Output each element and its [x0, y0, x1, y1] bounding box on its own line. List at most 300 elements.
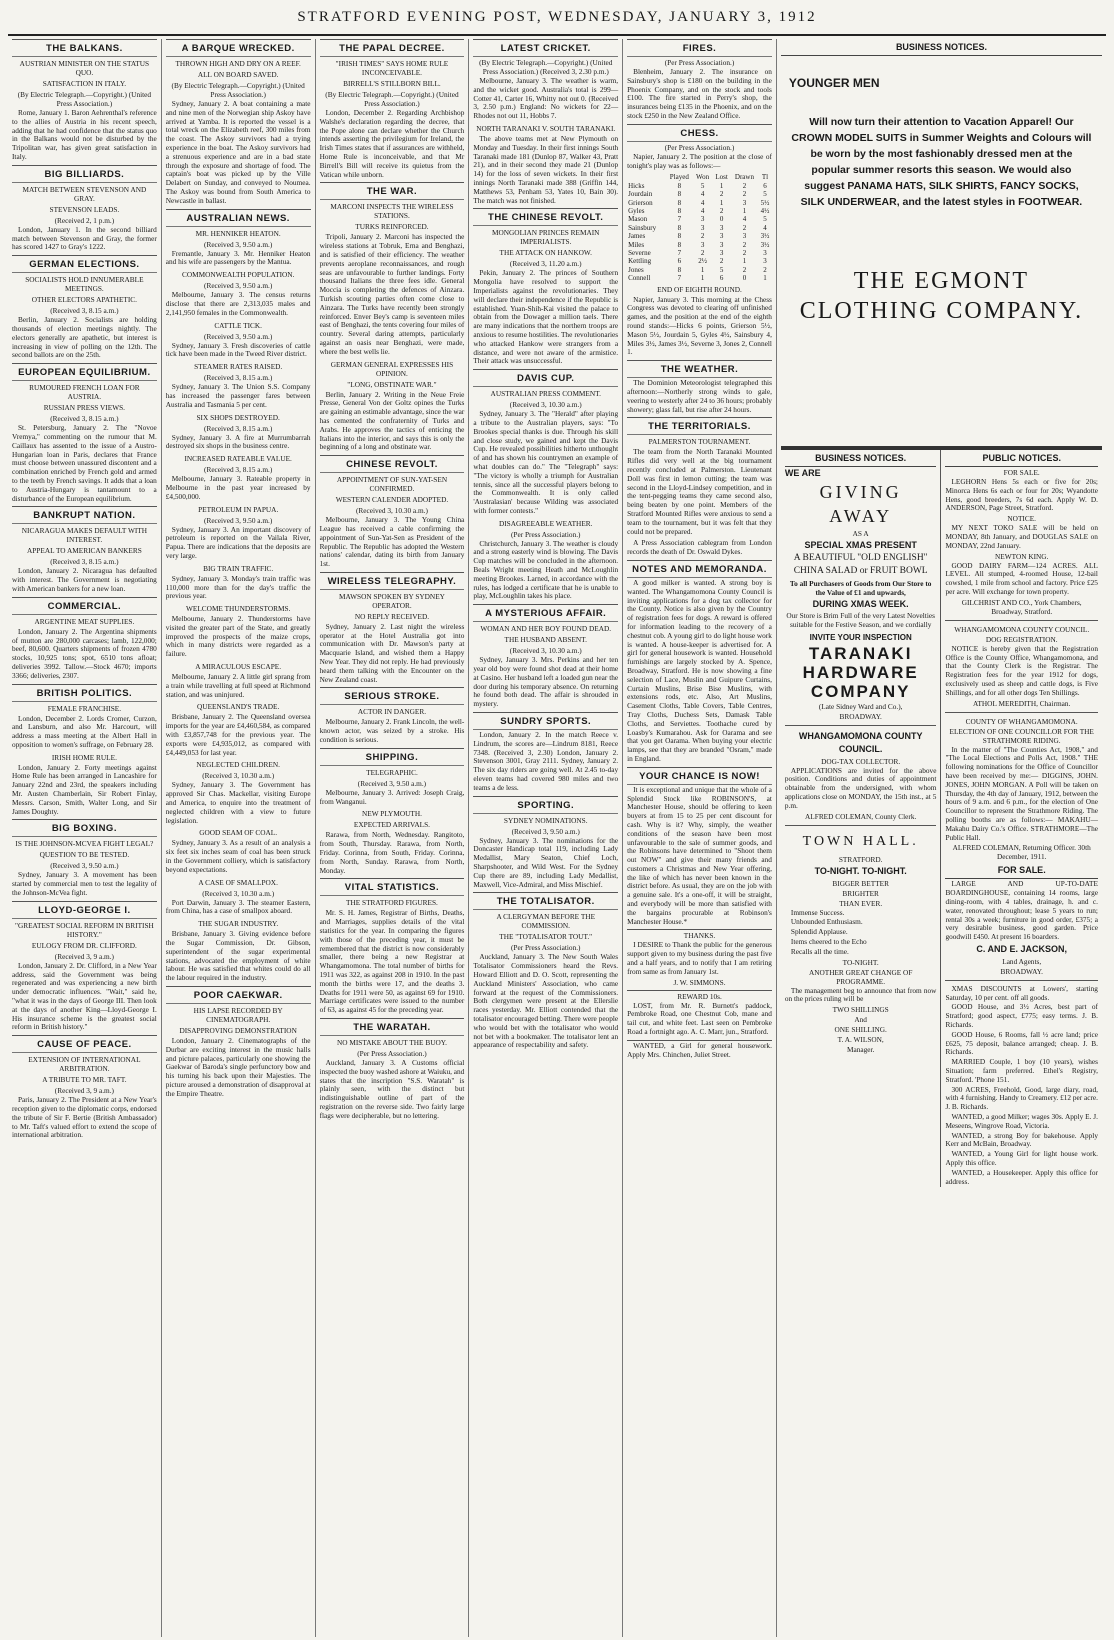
article-body: Blenheim, January 2. The insurance on Sainsbury's shop is £180 on the building in the Phoenix Company, and on the stock and tools £100. The fire started in Perry's shop, the insurances being £135 in the Phoenix, and on the stock £250 in the New Zealand Office.	[627, 67, 772, 120]
article-headline: LATEST CRICKET.	[473, 40, 618, 57]
chess-cell: 4	[700, 198, 705, 207]
article-body: Mr. S. H. James, Registrar of Births, Deaths, and Marriages, supplies details of the vital statistics for the year. In comparing the figures with those of the preceding year, it must be remembered that the district is now considerably smaller, there being a new Registrar at Whangamomona. The total number of births for 1911 was 322, as against 208 in 1910. In the past month the births were 17, and the deaths 3. Deaths for 1911 were 50, as against 69 for 1910. Marriage certificates were issued to the number of 63, as against 45 for the preceding year.	[319, 908, 465, 1015]
article-subheading: A CASE OF SMALLPOX.	[198, 877, 278, 887]
article	[320, 748, 465, 807]
article	[12, 753, 157, 817]
article-subheading: A TRIBUTE TO MR. TAFT.	[42, 1075, 127, 1085]
article-subheading: STEAMER RATES RAISED.	[194, 362, 283, 372]
column-2	[162, 39, 316, 1637]
article-body: Rome, January 1. Baron Aehrenthal's reference to the allies of Austria in his recent speech, adding that he had confidence that the status quo in the Balkans would not be disturbed by the Tripolitan war, has given great satisfaction in Italy.	[12, 108, 157, 161]
article-subheading: GERMAN GENERAL EXPRESSES HIS OPINION.	[330, 359, 454, 378]
article-source: (Received 3, 9.50 a.m.)	[357, 778, 427, 788]
article	[166, 919, 311, 983]
whanga-dogtax-header: WHANGAMOMONA COUNTY COUNCIL.	[798, 730, 923, 754]
article-body: Tripoli, January 2. Marconi has inspected the wireless stations at Tobruk, Erna and Benghazi, and is satisfied of their efficiency. The weather prevents aeroplane reconnaissances, and rough seas are unfavourable to further landings. Forty thousand Italians the three fees idle. General Moccia is completing the defences of Ainzara. Turkish scouting parties often come close to Ainzara. The Turks have recently been strongly reinforced. Enver Bey's camp is seventeen miles east of Benghazi, the tents covering four miles of country. Several daring attempts, particularly against an oasis near Benghazi, were made, where the best wells lie.	[319, 232, 465, 356]
chess-cell: 2	[719, 257, 724, 266]
reward-title: REWARD 10s.	[677, 991, 722, 1001]
article-body: Sydney, January 3. Mrs. Perkins and her ten year old boy were found shot dead at their home at Casino. Her husband left a loaded gun near the door during his temporary absence. On returning he found both dead. The affair is shrouded in mystery.	[473, 655, 619, 709]
chess-row	[627, 224, 772, 232]
egmont-ad-text: Will now turn their attention to Vacation Apparel! Our CROWN MODEL SUITS in Summer Weights and Colours will be worn by the most fashionably dressed men at the popular summer resorts this season. We would also suggest PANAMA HATS, SILK SHIRTS, FANCY SOCKS, SILK UNDERWEAR, and the latest styles in FOOTWEAR.	[791, 116, 1092, 208]
article-subheading: END OF EIGHTH ROUND.	[657, 284, 742, 294]
chess-cell: 4½	[760, 207, 770, 215]
article	[320, 809, 465, 875]
article	[12, 39, 157, 162]
article-source: (Received 3, 8.15 a.m.)	[50, 306, 119, 316]
article-body: Melbourne, January 2. Frank Lincoln, the well-known actor, was seized by a stroke. His condition is serious.	[319, 717, 465, 745]
article-subheading: OTHER ELECTORS APATHETIC.	[31, 295, 137, 305]
chess-cell: Miles	[628, 240, 645, 249]
pn-toko-sig: NEWTON KING.	[995, 551, 1049, 561]
wanted-girl-text: WANTED, a Girl for general housework. Apply Mrs. Chinchen, Juliet Street.	[627, 1040, 772, 1059]
chess-cell: 2	[742, 223, 747, 232]
chess-cell: 6	[677, 257, 682, 266]
chess-cell: 1	[742, 257, 747, 266]
column-3	[316, 39, 470, 1637]
chess-cell: 5	[719, 265, 724, 274]
article	[473, 39, 618, 121]
chess-cell: 0	[742, 274, 747, 283]
town-hall-sig: T. A. WILSON,	[837, 1035, 884, 1045]
article	[627, 360, 772, 414]
article-subheading: PETROLEUM IN PAPUA.	[198, 504, 279, 514]
article-headline: THE TERRITORIALS.	[627, 418, 772, 435]
pn-forsale: FOR SALE.	[1003, 468, 1040, 477]
taranaki-hardware-name: TARANAKI HARDWARE COMPANY	[802, 643, 919, 701]
article-source: (Received 3, 9.50 a.m.)	[204, 331, 273, 341]
article-source: (Per Press Association.)	[664, 142, 735, 152]
fs-boy: WANTED, a strong Boy for bakehouse. Apply Kerr and McBain, Broadway.	[945, 1130, 1098, 1149]
article-body: Melbourne, January 3. Arrived: Joseph Craig, from Wanganui.	[319, 787, 465, 806]
article	[12, 363, 157, 503]
article-source: (Received 3, 11.20 a.m.)	[509, 259, 582, 269]
chess-cell: 3	[742, 198, 747, 207]
thanks-title: THANKS.	[683, 931, 716, 941]
article-subheading: RUSSIAN PRESS VIEWS.	[43, 403, 125, 413]
article-subheading: NEW PLYMOUTH.	[361, 809, 422, 819]
article-headline: BANKRUPT NATION.	[12, 507, 157, 524]
article-body: London, January 2. The Argentina shipments of mutton are 280,000 carcases; lamb, 122,000; beef, 80,600. Quarters shipments of frozen 4780 stocks, 10,925 tons; spot, 6510 tons afloat; deliveries 3992. Tallow.—Stock 4670; imports 3366; deliveries, 2307.	[12, 626, 157, 680]
chess-cell: 3½	[760, 232, 770, 241]
article	[166, 209, 311, 268]
article	[473, 208, 618, 366]
article-body: Melbourne, January 3. The census returns disclose that there are 2,313,035 males and 2,141,950 females in the Commonwealth.	[165, 290, 311, 317]
article-body: Rarawa, from North, Wednesday. Rangitoto, from South, Thursday. Rarawa, from North, Friday. Corinna, from South, Friday. Corinna, from North, Sunday. Rarawa, from North, Monday.	[319, 830, 465, 875]
article	[320, 455, 465, 569]
egmont-company-name: THE EGMONT CLOTHING COMPANY.	[799, 268, 1084, 324]
fs-married: MARRIED Couple, 1 boy (10 years), wishes Situation; farm preferred. Ethel's Registry, Stratford. 'Phone 151.	[945, 1057, 1098, 1084]
article-source: (By Electric Telegraph.—Copyright.) (United Press Association.)	[325, 90, 459, 108]
chess-row	[627, 207, 772, 215]
article-source: (Received 3, 8.15 a.m.)	[50, 557, 119, 567]
chess-cell: 2½	[698, 257, 707, 266]
chess-cell: 3	[719, 223, 724, 232]
article-source: (Received 3, 10.30 a.m.)	[202, 771, 275, 781]
article	[320, 572, 465, 685]
article-subheading: BIRRELL'S STILLBORN BILL.	[343, 79, 441, 88]
article-body: St. Petersburg, January 2. The "Novoe Vremya," commenting on the rumour that M. Caillaux has assented to the issue of a Austro-Hungarian loan in Paris, declares that France must choose between unassured discontent and a combination enriched by French gold and armed to the teeth by French savings. It adds that a loan to Austria-Hungary is tantamount to a disturbance of the European equilibrium.	[12, 423, 157, 503]
article	[12, 506, 157, 593]
pn-dairy-sig: GILCHRIST AND CO., York Chambers, Broadway, Stratford.	[961, 597, 1082, 616]
public-notices-header: PUBLIC NOTICES.	[945, 450, 1098, 467]
article-body: London, December 2. Lords Cromer, Curzon, and Lansburn, and also Mr. Harcourt, will address a mass meeting at the Albert Hall in opposition to women's suffrage, on February 28.	[12, 713, 157, 749]
chess-cell: 4	[763, 223, 767, 232]
article-body: Melbourne, January 2. A little girl sprang from a train while travelling at full speed at Richmond station, and was uninjured.	[165, 672, 311, 699]
chess-cell: 3	[763, 249, 767, 258]
chess-cell: 5	[763, 190, 767, 199]
broadway-text: BROADWAY.	[839, 711, 882, 721]
article-subheading: SATISFACTION IN ITALY.	[42, 79, 127, 88]
article-body: Pekin, January 2. The princes of Southern Mongolia have resolved to support the Imperialists against the revolutionaries. They will declare their independence if the Republic is established. Yuan-Shih-Kai visited the palace to obtain from the Dowager a million taels. There are many indications that the northern troops are anxious to resume hostilities. The revolutionaries who attacked Hankow were strangers from a distance, and were not aware of the armistice. Their attack was unsuccessful.	[473, 268, 619, 366]
town-hall-applause: Splendid Applause.	[790, 927, 848, 937]
whanga-dogtax-body: APPLICATIONS are invited for the above position. Conditions and duties of appointment obtainable from the undersigned, with whom applications close on MONDAY, the 15th inst., at 5 p.m.	[784, 765, 937, 810]
article-subheading: COMMONWEALTH POPULATION.	[181, 270, 295, 280]
article-headline: SPORTING.	[473, 797, 618, 814]
article-subheading: IS THE JOHNSON-MCVEA FIGHT LEGAL?	[15, 839, 154, 849]
your-chance-ad	[627, 767, 772, 927]
chess-cell: 2	[700, 249, 705, 258]
fs-sig2: Land Agents,	[1002, 956, 1042, 966]
article-headline: CHINESE REVOLT.	[320, 456, 465, 473]
article	[166, 270, 311, 317]
article-body: Melbourne, January 2. Thunderstorms have visited the greater part of the State, and greatly improved the prospects of the maize crops, which in many districts were regarded as a failure.	[165, 614, 311, 659]
article-headline: THE WARATAH.	[320, 1019, 465, 1036]
chess-cell: 3	[742, 232, 747, 241]
chess-row	[627, 232, 772, 240]
town-hall-than: THAN EVER.	[839, 898, 883, 908]
article-subheading: QUESTION TO BE TESTED.	[39, 850, 130, 860]
article-source: (Received 3, 8.15 a.m.)	[204, 465, 273, 475]
pn-whanga-sig: ATHOL MEREDITH, Chairman.	[972, 698, 1071, 708]
article-subheading: MATCH BETWEEN STEVENSON AND GRAY.	[22, 184, 147, 203]
pn-toko: MY NEXT TOKO SALE will be held on MONDAY, 8th January, and DOUGLAS SALE on MONDAY, 22nd January.	[945, 523, 1098, 550]
chess-cell: 6	[719, 274, 724, 283]
article-subheading: MR. HENNIKER HEATON.	[195, 228, 281, 238]
public-notices-column	[941, 450, 1102, 1187]
chess-cell: 3	[700, 215, 705, 224]
article-subheading: NICARAGUA MAKES DEFAULT WITH INTEREST.	[21, 526, 147, 545]
wanted-girl	[627, 1040, 772, 1060]
article-headline: LLOYD-GEORGE I.	[12, 902, 157, 919]
article-subheading: THE STRATFORD FIGURES.	[346, 898, 438, 908]
chess-cell: 1	[763, 274, 767, 283]
article-subheading: "IRISH TIMES" SAYS HOME RULE INCONCEIVABLE.	[335, 59, 449, 77]
article-subheading: ARGENTINE MEAT SUPPLIES.	[34, 616, 135, 626]
article-headline: BRITISH POLITICS.	[12, 685, 157, 702]
article-body: Sydney, January 3. An important discovery of petroleum is reported on the Vailala River, Papua. There are indications that the deposits are very large.	[165, 524, 311, 560]
advertisement-column	[777, 39, 1106, 1637]
chess-cell: 4	[700, 207, 705, 215]
article-body: Sydney, January 3. The Government has approved Sir Chas. Mackellar, visiting Europe and America, to enquire into the treatment of neglected children with a view to future legislation.	[165, 780, 311, 825]
article-source: (Received 3, 9.50 a.m.)	[204, 281, 273, 291]
article-headline: A MYSTERIOUS AFFAIR.	[473, 605, 618, 622]
article-headline: CHESS.	[627, 125, 772, 142]
chess-cell: 1	[742, 207, 747, 215]
article	[12, 597, 157, 681]
article-source: (Received 3, 9 a.m.)	[54, 1086, 114, 1096]
article-body: Sydney, January 3. As a result of an analysis a six feet six inches seam of coal has been struck in the Government colliery, which is satisfactory beyond expectations.	[165, 838, 311, 874]
article-source: (Per Press Association.)	[664, 58, 735, 67]
chess-cell: Jones	[628, 265, 644, 274]
article-headline: FIRES.	[627, 40, 772, 57]
chess-row	[627, 274, 772, 282]
article-subheading: ACTOR IN DANGER.	[357, 707, 427, 717]
article-subheading: STEVENSON LEADS.	[49, 204, 120, 214]
purchasers-text: To all Purchasers of Goods from Our Store to the Value of £1 and upwards,	[789, 579, 932, 597]
article	[473, 796, 618, 890]
article	[166, 828, 311, 874]
article-body: The above teams met at New Plymouth on Monday and Tuesday. In their first innings South Taranaki made 181 (Dunlop 87, Walker 43, Pratt 21), and in their second they made 21 (Dunlop 14) for the loss of seven wickets. In their first innings North Taranaki made 388 (Griffin 144, Matthews 53, Penham 53, Yates 10, Bain 30). The match was not finished.	[473, 133, 619, 205]
late-sidney-text: (Late Sidney Ward and Co.),	[818, 701, 903, 711]
chess-cell: Jourdain	[628, 190, 653, 199]
article	[627, 539, 772, 557]
article	[473, 369, 618, 516]
article-subheading: PALMERSTON TOURNAMENT.	[648, 437, 751, 447]
article	[473, 604, 618, 709]
chess-table	[627, 173, 772, 282]
article	[166, 986, 311, 1099]
pn-election-sig: ALFRED COLEMAN, Returning Officer. 30th December, 1911.	[952, 843, 1091, 862]
chess-cell: 2	[742, 249, 747, 258]
article-headline: THE CHINESE REVOLT.	[473, 209, 618, 226]
chess-cell: 2	[742, 190, 747, 199]
article	[627, 417, 772, 536]
chess-cell: Mason	[628, 215, 648, 224]
article	[320, 878, 465, 1015]
reward-notice	[627, 990, 772, 1037]
as-a-text: AS A	[852, 529, 869, 538]
china-bowl-text: A BEAUTIFUL "OLD ENGLISH" CHINA SALAD or FRUIT BOWL	[793, 553, 928, 576]
article	[166, 454, 311, 501]
article-source: (Received 3, 9.50 a.m.)	[50, 861, 119, 871]
chess-cell: 6	[763, 181, 767, 190]
article-headline: GERMAN ELECTIONS.	[12, 256, 157, 273]
chess-cell: Severne	[628, 249, 651, 258]
article-subheading: A MIRACULOUS ESCAPE.	[195, 662, 282, 672]
article-source: (Received 3, 10.30 a.m.)	[355, 506, 428, 516]
article	[320, 687, 465, 744]
chess-cell: 3	[719, 249, 724, 258]
chess-cell: 1	[700, 265, 705, 274]
article	[166, 702, 311, 757]
chess-cell: 0	[719, 215, 724, 224]
article-source: (Received 3, 9 a.m.)	[54, 951, 114, 961]
article-headline: SUNDRY SPORTS.	[473, 713, 618, 730]
article-subheading: WELCOME THUNDERSTORMS.	[186, 604, 291, 614]
article-headline: THE WAR.	[320, 183, 465, 200]
article-body: Sydney, January 3. Monday's train traffic was 110,000 more than for the day's traffic the previous year.	[165, 573, 311, 601]
chess-cell: 2	[719, 207, 724, 215]
town-hall-and: And	[854, 1015, 867, 1025]
lower-ad-grid	[781, 448, 1102, 1187]
article-subheading: INCREASED RATEABLE VALUE.	[184, 454, 292, 464]
article-subheading: GOOD SEAM OF COAL.	[199, 828, 278, 838]
article	[12, 684, 157, 750]
article-headline: COMMERCIAL.	[12, 598, 157, 615]
chess-cell: 8	[677, 207, 682, 215]
chess-cell: 2	[742, 265, 747, 274]
chess-cell: 4	[742, 215, 747, 224]
reward-body: LOST, from Mr. R. Burnett's paddock, Pembroke Road, one Chestnut Cob, mane and tail cut, and white feet. Last seen on Pembroke Road a fortnight ago. A. C. Marr, jun., Stratford.	[627, 1000, 772, 1037]
town-hall-tonight2: TO-NIGHT.	[842, 957, 879, 967]
thanks-signature: J. W. SIMMONS.	[673, 977, 726, 987]
article-body: A Press Association cablegram from London records the death of Dr. Oswald Dykes.	[627, 538, 772, 557]
town-hall-bigger: BIGGER BETTER	[832, 878, 889, 888]
egmont-ad	[781, 56, 1102, 448]
town-hall-brighter: BRIGHTER	[842, 888, 879, 898]
article-body: Napier, January 2. The position at the close of tonight's play was as follows:—	[627, 151, 772, 170]
article	[320, 1018, 465, 1121]
article	[166, 662, 311, 699]
article-body: Sydney, January 3. A movement has been started by commercial men to test the legality of the Johnson-McVea fight.	[12, 870, 157, 898]
business-notices-header: BUSINESS NOTICES.	[781, 39, 1102, 56]
chess-cell: 8	[677, 232, 682, 241]
chess-row	[627, 266, 772, 274]
article-subheading: DISAGREEABLE WEATHER.	[498, 518, 593, 528]
article-source: (Received 2, 1 p.m.)	[54, 215, 115, 225]
fs-younggirl: WANTED, a Young Girl for light house work. Apply this office.	[945, 1149, 1098, 1168]
article-headline: A BARQUE WRECKED.	[166, 40, 311, 57]
chess-cell: Kettling	[628, 257, 652, 266]
article-subheading: "GREATEST SOCIAL REFORM IN BRITISH HISTORY."	[14, 920, 154, 939]
pn-leghorn: LEGHORN Hens 5s each or five for 20s; Minorca Hens 6s each or four for 20s; Wyandotte Hens, good breeders, 7s 6d each. Apply W. D. ANDERSON, Page Street, Stratford.	[945, 477, 1098, 513]
column-4	[469, 39, 623, 1637]
town-hall-one: ONE SHILLING.	[834, 1025, 887, 1035]
article	[12, 165, 157, 252]
article-subheading: SIX SHOPS DESTROYED.	[196, 412, 280, 422]
article-source: (Received 3, 8.15 a.m.)	[50, 414, 119, 424]
article-subheading: THE "TOTALISATOR TOUT."	[499, 932, 593, 942]
chess-cell: 7	[677, 249, 682, 258]
article-subheading: WOMAN AND HER BOY FOUND DEAD.	[480, 624, 612, 634]
chess-cell: Grierson	[628, 198, 653, 207]
article-body: Brisbane, January 3. Giving evidence before the Sugar Commission, Dr. Gibson, superintendent of the sugar experimental stations, advocated the employment of white labour. He was satisfied that whites could do all the labour required in the industry.	[165, 929, 311, 983]
chess-cell: 8	[677, 265, 682, 274]
article-headline: CAUSE OF PEACE.	[12, 1036, 157, 1053]
town-hall-success: Immense Success.	[790, 907, 845, 917]
article-source: (Received 3, 10.30 a.m.)	[509, 646, 582, 656]
article-source: (Received 3, 10.30 a.m.)	[202, 888, 275, 898]
article-body: The Dominion Meteorologist telegraphed this afternoon:—Northerly strong winds to gale, veering to westerly after 24 to 36 hours; probably showery; glass fall, but rise after 24 hours.	[627, 378, 772, 414]
chess-cell: 7	[677, 274, 682, 283]
pn-notice: NOTICE.	[1007, 514, 1036, 524]
town-hall-place: STRATFORD.	[838, 854, 883, 864]
chess-cell: 3	[700, 223, 705, 232]
chess-cell: 2	[719, 190, 724, 199]
article-source: (Received 3, 10.30 a.m.)	[509, 400, 582, 410]
article	[166, 564, 311, 601]
article-body: London, December 2. Regarding Archbishop Walshe's declaration regarding the decree, that the Pope alone can declare whether the Church intends asserting the privilegium for Ireland, the Irish Times states that if assurances are withheld, Home Rule is inconceivable, and that Mr Birrell's Bill will receive its quietus from the Vatican while unborn.	[319, 108, 465, 179]
article-subheading: NO REPLY RECEIVED.	[354, 611, 430, 621]
chess-cell: 2	[700, 232, 705, 241]
article-body: The team from the North Taranaki Mounted Rifles did very well at the big tournament recently concluded at Palmerston. Lieutenant Doll was first in lemon cutting; the team was second in the Lloyd-Lindsey competition, and in the tent-pegging teams they came second also, being beaten by one point. Members of the Stratford Mounted Rifles were anxious to send a team to the tournament, but it was felt that they could not be prepared.	[627, 447, 772, 536]
article-subheading: APPEAL TO AMERICAN BANKERS	[26, 546, 142, 556]
article-body: London, January 2. In the match Reece v. Lindrum, the scores are—Lindrum 8181, Reece 7348. (Received 3, 2.30) London, January 2. Stevenson 3001, Gray 2111. Sydney, January 2. The six day riders are going well. At 2.45 to-day eleven teams had covered 980 miles and two teams a de less.	[473, 730, 619, 792]
article-subheading: HIS LAPSE RECORDED BY CINEMATOGRAPH.	[193, 1006, 283, 1024]
chess-header-cell	[627, 173, 666, 181]
town-hall-cheered: Items cheered to the Echo	[790, 936, 867, 946]
article-body: London, January 1. In the second billiard match between Stevenson and Gray, the former has scored 1427 to Gray's 1222.	[12, 224, 157, 252]
fs-acres: 300 ACRES, Freehold, Good, large diary, road, with 4 furnishing. Handy to Creamery. £12 per acre. J. B. Richards.	[945, 1084, 1098, 1112]
chess-cell: 8	[677, 240, 682, 249]
article	[320, 182, 465, 356]
chess-cell: 3	[719, 232, 724, 241]
town-hall-recalls: Recalls all the time.	[790, 946, 849, 956]
chess-row	[627, 241, 772, 249]
whanga-dogtax-sub: DOG-TAX COLLECTOR.	[821, 756, 901, 766]
chess-cell: Connell	[628, 274, 651, 283]
thanks-notice	[627, 929, 772, 986]
pn-whanga-h: WHANGAMOMONA COUNTY COUNCIL.	[954, 624, 1090, 634]
fs-good1: GOOD House, and 3½ Acres, best part of Stratford; good aspect, £775; easy terms. J. B. Richards.	[945, 1002, 1098, 1030]
article-subheading: WESTERN CALENDER ADOPTED.	[335, 495, 449, 505]
article-body: Fremantle, January 3. Mr. Henniker Heaton and his wife are passengers by the Mantua.	[165, 248, 311, 267]
article-headline: THE TOTALISATOR.	[473, 893, 618, 910]
article-source: (Per Press Association.)	[357, 1049, 427, 1058]
chess-cell: 8	[677, 181, 682, 190]
article-subheading: THE SUGAR INDUSTRY.	[198, 919, 279, 929]
article-source: (Per Press Association.)	[510, 943, 581, 953]
fs-large: LARGE AND UP-TO-DATE BOARDINGHOUSE, containing 14 rooms, large dining-room, with 4 tables, drainage, h. and c. water, renovated throughout; lease 5 years to run; rental 30s a week; furniture in good order, £375; a very desirable business, good garden. Price goodwill £450. At present 16 boarders.	[945, 879, 1098, 942]
article	[166, 760, 311, 825]
article-source: (Per Press Association.)	[510, 529, 581, 539]
fs-good2: GOOD House, 6 Rooms, fall ½ acre land; price £625, 75 deposit, balance arranged; cheap. J. B. Richards.	[945, 1029, 1098, 1057]
article-subheading: A CLERGYMAN BEFORE THE COMMISSION.	[496, 912, 596, 931]
article-source: (Received 3, 9.50 a.m.)	[204, 239, 273, 249]
article-body: Berlin, January 2. Socialists are holding thousands of election meetings nightly. The electors generally are apathetic, but interest is increasing in view of polling on the 12th. The second ballots are on the 25th.	[12, 315, 157, 360]
article-body: Sydney, January 3. Fresh discoveries of cattle tick have been made in the Tweed River district.	[165, 340, 311, 359]
article-body: Sydney, January 3. The Union S.S. Company has increased the passenger fares between Australia and Tasmania 5 per cent.	[165, 382, 311, 409]
business-notices-subheader: BUSINESS NOTICES.	[785, 450, 937, 467]
article	[166, 321, 311, 360]
pn-election-body: In the matter of "The Counties Act, 1908," and "The Local Elections and Polls Act, 1908." THE following nominations for the Office of Councillor have been received by me:— DIGGINS, JOHN. JONES, JOHN MORGAN. A Poll will be taken on Thursday, the 4th day of January, 1912, between the hours of 9 a.m. and 6 p.m., for the election of One Councillor to represent the Strathmore Riding. The polling booths are as follows:— MAKAHU—Makahu Dairy Co.'s Office. STRATHMORE—The Public Hall.	[945, 744, 1098, 842]
column-1	[8, 39, 162, 1637]
chess-header-cell: Won	[696, 173, 710, 182]
chess-cell: 1	[700, 274, 705, 283]
article-body: London, January 2. Dr. Clifford, in a New Year address, said the Government was being regenerated and was experiencing a new birth under democratic influences. "Wait," said he, "what it was in the days of George III. Then look at the days of another King—Lloyd-George I. His insurance scheme is the greatest social reform in British history."	[12, 960, 157, 1032]
chess-cell: 3	[763, 257, 767, 266]
article-subheading: MONGOLIAN PRINCES REMAIN IMPERIALISTS.	[492, 228, 600, 247]
town-hall-mgmt: The management beg to announce that from now on the prices ruling will be	[784, 985, 937, 1004]
article	[473, 892, 618, 1050]
younger-men-heading: YOUNGER MEN	[788, 76, 880, 90]
article	[320, 39, 465, 179]
chess-cell: 5	[763, 215, 767, 224]
chess-cell: 1	[719, 181, 724, 190]
chess-row	[627, 190, 772, 198]
article-headline: SERIOUS STROKE.	[320, 688, 465, 705]
article-headline: EUROPEAN EQUILIBRIUM.	[12, 364, 157, 381]
town-hall-another: ANOTHER GREAT CHANGE OF PROGRAMME.	[808, 967, 913, 986]
town-hall-title: TOWN HALL.	[802, 833, 919, 849]
article-headline: AUSTRALIAN NEWS.	[166, 210, 311, 227]
article-subheading: DISAPPROVING DEMONSTRATION	[179, 1026, 297, 1035]
article-subheading: MARCONI INSPECTS THE WIRELESS STATIONS.	[330, 202, 454, 221]
article-body: Sydney, January 3. The "Herald" after playing a tribute to the Australian players, says: "To Brookes special thanks is due. Through his skill and close study, we gained and kept the Davis Cup. He revealed possibilities hitherto unthought of and has shown his countrymen an example of what doubles can do." The "Telegraph" says: "The victory is wholly a triumph for Australian tennis, since all the successful players belong to the Commonwealth. It is only called 'Australasian' because Wilding was associated with former contests."	[473, 409, 619, 515]
article-subheading: EULOGY FROM DR. CLIFFORD.	[31, 940, 137, 950]
article	[627, 285, 772, 358]
article-headline: YOUR CHANCE IS NOW!	[627, 768, 772, 785]
pn-election-h: COUNTY OF WHANGAMOMONA.	[965, 716, 1078, 726]
article-subheading: SOCIALISTS HOLD INNUMERABLE MEETINGS.	[25, 275, 144, 294]
article-subheading: THE ATTACK ON HANKOW.	[499, 248, 592, 258]
article-headline: THE BALKANS.	[12, 40, 157, 57]
article-subheading: NO MISTAKE ABOUT THE BUOY.	[337, 1038, 447, 1047]
article-body: Auckland, January 3. The New South Wales Totalisator Commissioners heard the Revs. Howard Elliott and D. O. Scott, representing the Auckland Ministers' Association, who came forward at the request of the Commissioners. Both clergymen were present at the Ellerslie races yesterday. Mr. Elliott contended that the totalisator encouraged betting. There were people who would bet with the totalisator who would not bet with a bookmaker. The totalisator lent an appearance of respectability and safety.	[473, 952, 619, 1050]
article-source: (By Electric Telegraph.—Copyright.) (United Press Association.)	[171, 81, 305, 99]
article-body: Melbourne, January 3. The Young China League has received a cable confirming the appointment of Sun-Yat-Sen as President of the Republic. The Republic has adopted the Western nations' calendar, dating its birth from January 1st.	[319, 515, 465, 569]
town-hall-enthusiasm: Unbounded Enthusiasm.	[790, 917, 863, 927]
chess-cell: 3½	[760, 240, 770, 249]
